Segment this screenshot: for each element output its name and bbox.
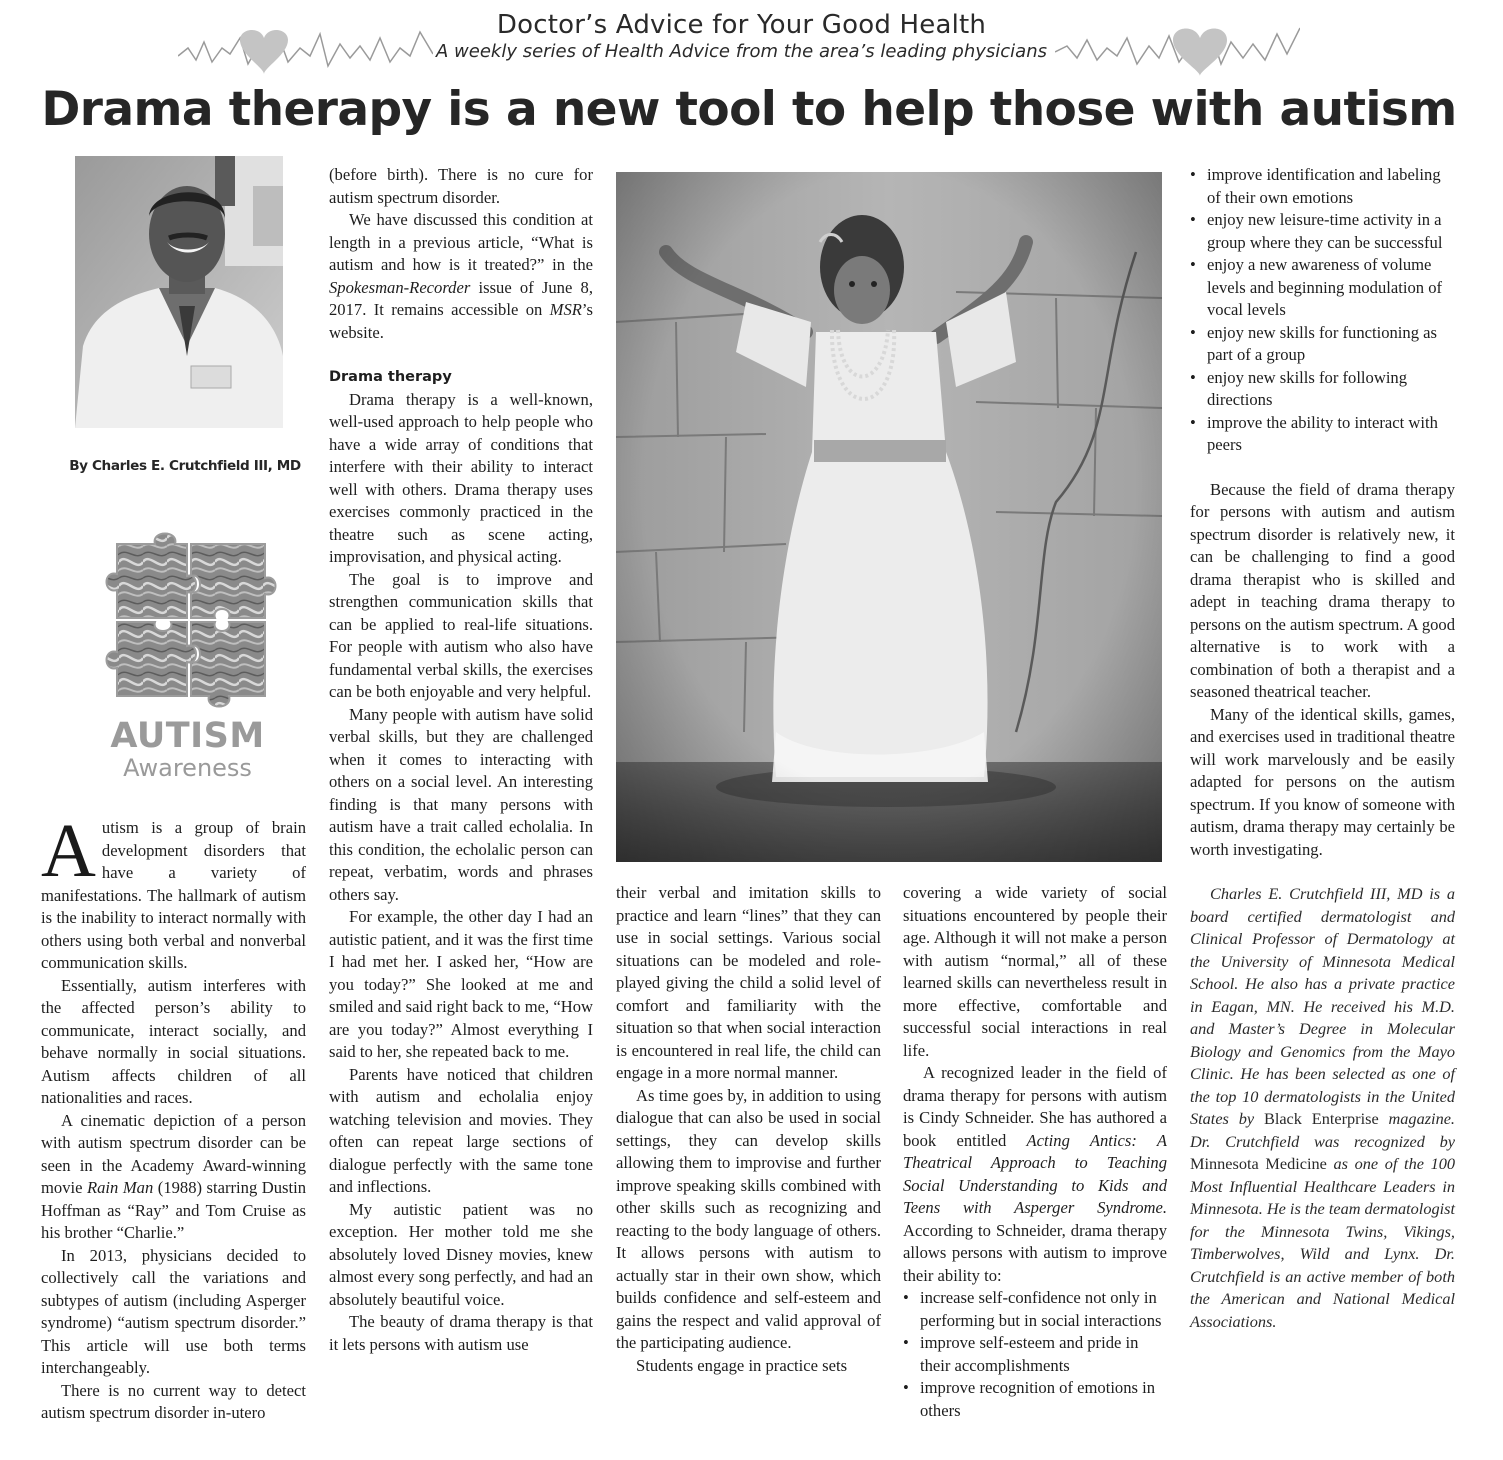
author-bio: Charles E. Crutchfield III, MD is a board certified dermatologist and Clinical Professor of Dermatology at the University of Minnesota Medical School. He also has a private practice in Eagan, MN. He received his M.D. and Master’s Degree in Molecular Biology and Genomics from the Mayo Clinic. He has been selected as one of the top 10 dermatologists in the United States by Black Enterprise magazine. Dr. Crutchfield was recognized by Minnesota Medicine as one of the 100 Most Influential Healthcare Leaders in Minnesota. He is the team dermatologist for the Minnesota Twins, Vikings, Timberwolves, Wild and Lynx. Dr. Crutchfield is an active member of both the American and National Medical Associations.	[1190, 884, 1456, 1331]
list-item: • enjoy new skills for following directions	[1190, 367, 1455, 412]
list-item: • enjoy a new awareness of volume levels and beginning modulation of vocal levels	[1190, 254, 1455, 322]
series-title: Doctor’s Advice for Your Good Health	[496, 10, 987, 40]
article-column-3	[616, 882, 881, 1377]
paragraph: Because the field of drama therapy for persons with autism and autism spectrum disorder is relatively new, it can be challenging to find a good drama therapist who is skilled and adept in teaching drama therapy to persons on the autism spectrum. A good alternative is to work with a combination of both a therapist and a seasoned theatrical teacher.	[1190, 479, 1456, 701]
article-column-5	[1190, 164, 1455, 1333]
paragraph: In 2013, physicians decided to collectively call the variations and subtypes of autism (including Asperger syndrome) “autism spectrum disorder.” This article will use both terms interchangeably.	[41, 1245, 306, 1377]
author-photo	[75, 156, 283, 428]
drop-cap: A	[41, 809, 96, 893]
paragraph: A recognized leader in the field of drama therapy for persons with autism is Cindy Schneider. She has authored a book entitled Acting Antics: A Theatrical Approach to Teaching Social Understanding to Kids and Teens with Asperger Syndrome. According to Schneider, drama therapy allows persons with autism to improve their ability to:	[903, 1063, 1167, 1285]
benefits-list-continued	[1190, 164, 1455, 457]
paragraph: A cinematic depiction of a person with autism spectrum disorder can be seen in the Academy Award-winning movie Rain Man (1988) starring Dustin Hoffman as “Ray” and Tom Cruise as his brother “Charlie.”	[41, 1110, 307, 1242]
list-item: • improve recognition of emotions in others	[903, 1377, 1167, 1422]
paragraph: There is no current way to detect autism spectrum disorder in-utero	[41, 1380, 306, 1422]
list-item: • enjoy new skills for functioning as part of a group	[1190, 322, 1455, 367]
paragraph: The beauty of drama therapy is that it lets persons with autism use	[329, 1312, 593, 1354]
list-item: • increase self-confidence not only in performing but in social interactions	[903, 1287, 1167, 1332]
puzzle-pieces-icon	[95, 526, 282, 716]
paragraph: Many people with autism have solid verbal skills, but they are challenged when it comes to interacting with others on a social level. An interesting finding is that many persons with autism have a trait called echolalia. In this condition, the echolalic person can repeat, verbatim, words and phrases others say.	[329, 704, 593, 904]
article-column-1	[41, 809, 307, 1425]
series-subtitle: A weekly series of Health Advice from the area’s leading physicians	[435, 41, 1047, 62]
paragraph: Many of the identical skills, games, and exercises used in traditional theatre will work marvelously and be easily adapted for persons on the autism spectrum. If you know of someone with autism, drama therapy may certainly be worth investigating.	[1190, 704, 1455, 859]
paragraph: Autism is a group of brain development disorders that have a variety of manifestations. The hallmark of autism is the inability to interact normally with others using both verbal and nonverbal communication skills.	[41, 809, 306, 972]
headline: Drama therapy is a new tool to help those with autism	[41, 82, 1457, 137]
article-column-4	[903, 882, 1167, 1422]
autism-logo-subtitle: Awareness	[123, 754, 252, 782]
list-item: • improve identification and labeling of their own emotions	[1190, 164, 1455, 209]
subheading: Drama therapy	[329, 369, 452, 385]
byline: By Charles E. Crutchfield III, MD	[69, 458, 301, 474]
paragraph: covering a wide variety of social situations encountered by people their age. Although it will not make a person with autism “normal,” all of these learned skills can nevertheless result in more effective, comfortable and successful social interactions in real life.	[903, 883, 1167, 1060]
paragraph: Students engage in practice sets	[636, 1355, 848, 1375]
paragraph: (before birth). There is no cure for autism spectrum disorder.	[329, 165, 593, 207]
paragraph: Parents have noticed that children with autism and echolalia enjoy watching television and movies. They often can repeat large sections of dialogue perfectly with the same tone and inflections.	[329, 1064, 593, 1196]
paragraph: their verbal and imitation skills to practice and learn “lines” that they can use in social settings. Various social situations can be modeled and role-played giving the child a solid level of comfort and familiarity with the situation so that when social interaction is encountered in real life, the child can engage in a more normal manner.	[616, 883, 881, 1082]
paragraph: Essentially, autism interferes with the affected person’s ability to communicate, interact socially, and behave normally in social situations. Autism affects children of all nationalities and races.	[41, 975, 306, 1107]
paragraph: We have discussed this condition at length in a previous article, “What is autism and how is it treated?” in the Spokesman-Recorder issue of June 8, 2017. It remains accessible on MSR’s website.	[329, 210, 593, 342]
girl-in-dress-photo	[616, 172, 1162, 862]
list-item: • improve self-esteem and pride in their accomplishments	[903, 1332, 1167, 1377]
paragraph: The goal is to improve and strengthen communication skills that can be applied to real-life situations. For people with autism who also have fundamental verbal skills, the exercises can be both enjoyable and very helpful.	[329, 569, 593, 701]
autism-logo-title: AUTISM	[110, 716, 265, 756]
benefits-list	[903, 1287, 1167, 1422]
paragraph: As time goes by, in addition to using dialogue that can also be used in social settings, they can develop skills allowing them to improvise and further improve speaking skills combined with other skills such as recognizing and reacting to the body language of others. It allows persons with autism to actually star in their own show, which builds confidence and self-esteem and gains the respect and valid approval of the participating audience.	[616, 1085, 881, 1352]
list-item: • enjoy new leisure-time activity in a group where they can be successful	[1190, 209, 1455, 254]
list-item: • improve the ability to interact with peers	[1190, 412, 1455, 457]
paragraph: For example, the other day I had an autistic patient, and it was the first time I had met her. I asked her, “How are you today?” She looked at me and smiled and said right back to me, “How are you today?” Almost everything I said to her, she repeated back to me.	[329, 907, 593, 1061]
paragraph: Drama therapy is a well-known, well-used approach to help people who have a wide array of conditions that interfere with their ability to interact well with others. Drama therapy uses exercises commonly practiced in the theatre such as scene acting, improvisation, and physical acting.	[329, 389, 593, 566]
paragraph: My autistic patient was no exception. Her mother told me she absolutely loved Disney movies, knew almost every song perfectly, and had an absolutely beautiful voice.	[329, 1199, 593, 1309]
article-column-2	[329, 164, 593, 1356]
